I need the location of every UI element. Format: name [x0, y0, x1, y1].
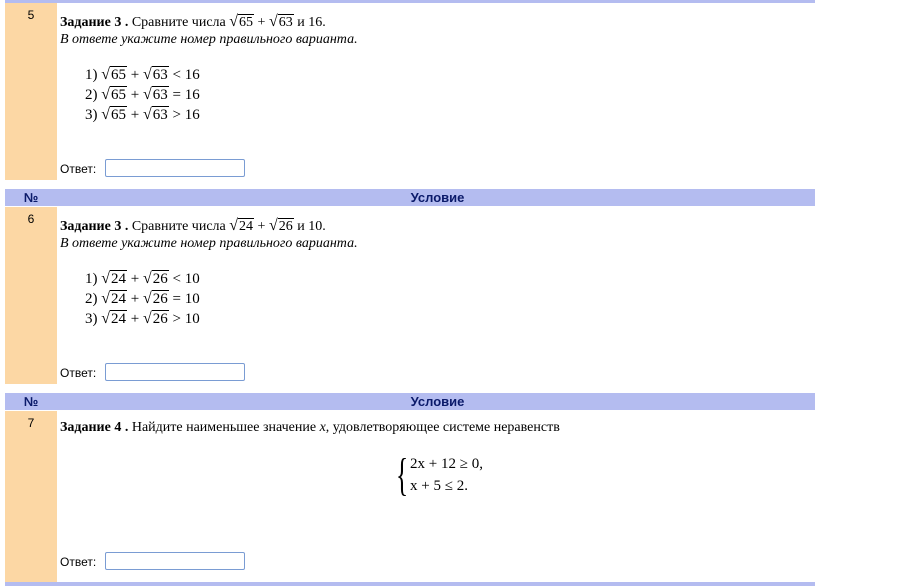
answer-input[interactable] — [105, 159, 245, 177]
sqrt-expression: √63 — [268, 13, 293, 30]
task-number-cell — [5, 207, 57, 384]
inequality-line: 2x + 12 ≥ 0, — [410, 456, 483, 472]
task-text: и 16. — [293, 15, 326, 30]
task-instruction: В ответе укажите номер правильного варианта. — [60, 236, 358, 251]
task-number: 5 — [27, 8, 35, 22]
variable: x — [319, 420, 326, 435]
sqrt-expression: √65 — [229, 13, 254, 30]
option-2: 2) √65 + √63 = 16 — [85, 86, 200, 103]
task-instruction: В ответе укажите номер правильного варианта. — [60, 32, 358, 47]
task-text: Найдите наименьшее значение — [128, 420, 320, 435]
answer-label: Ответ: — [60, 555, 97, 569]
options-list — [85, 65, 200, 125]
header-number: № — [23, 394, 39, 409]
task-content — [60, 217, 820, 252]
task-title: Задание 3 . — [60, 15, 129, 30]
inequality-line: x + 5 ≤ 2. — [410, 478, 468, 494]
task-text: Сравните числа — [128, 15, 230, 30]
task-statement: Задание 3 . Сравните числа √65 + √63 и 16. — [60, 13, 326, 30]
task-number: 6 — [27, 212, 35, 226]
bottom-divider — [5, 582, 815, 586]
brace-icon: { — [396, 449, 409, 500]
header-condition: Условие — [410, 394, 465, 409]
header-number: № — [23, 190, 39, 205]
inequality-system — [396, 449, 483, 500]
task-content — [60, 13, 820, 48]
option-2: 2) √24 + √26 = 10 — [85, 290, 200, 307]
task-text: и 10. — [293, 219, 326, 234]
task-text: , удовлетворяющее системе неравенств — [325, 420, 560, 435]
option-3: 3) √65 + √63 > 16 — [85, 106, 200, 123]
task-number-cell — [5, 411, 57, 582]
header-condition: Условие — [410, 190, 465, 205]
option-1: 1) √65 + √63 < 16 — [85, 66, 200, 83]
task-content — [60, 419, 820, 436]
answer-input[interactable] — [105, 363, 245, 381]
sqrt-expression: √26 — [268, 217, 293, 234]
task-title: Задание 4 . — [60, 420, 129, 435]
task-title: Задание 3 . — [60, 219, 129, 234]
task-statement — [60, 419, 820, 436]
answer-input[interactable] — [105, 552, 245, 570]
option-3: 3) √24 + √26 > 10 — [85, 310, 200, 327]
options-list — [85, 269, 200, 329]
task-number-cell — [5, 3, 57, 180]
sqrt-expression: √24 — [229, 217, 254, 234]
answer-label: Ответ: — [60, 162, 97, 176]
table-header — [5, 393, 815, 410]
table-header — [5, 189, 815, 206]
option-1: 1) √24 + √26 < 10 — [85, 270, 200, 287]
task-statement: Задание 3 . Сравните числа √24 + √26 и 10. — [60, 217, 326, 234]
top-divider — [5, 0, 815, 3]
task-text: Сравните числа — [128, 219, 230, 234]
task-number: 7 — [27, 416, 35, 430]
answer-label: Ответ: — [60, 366, 97, 380]
